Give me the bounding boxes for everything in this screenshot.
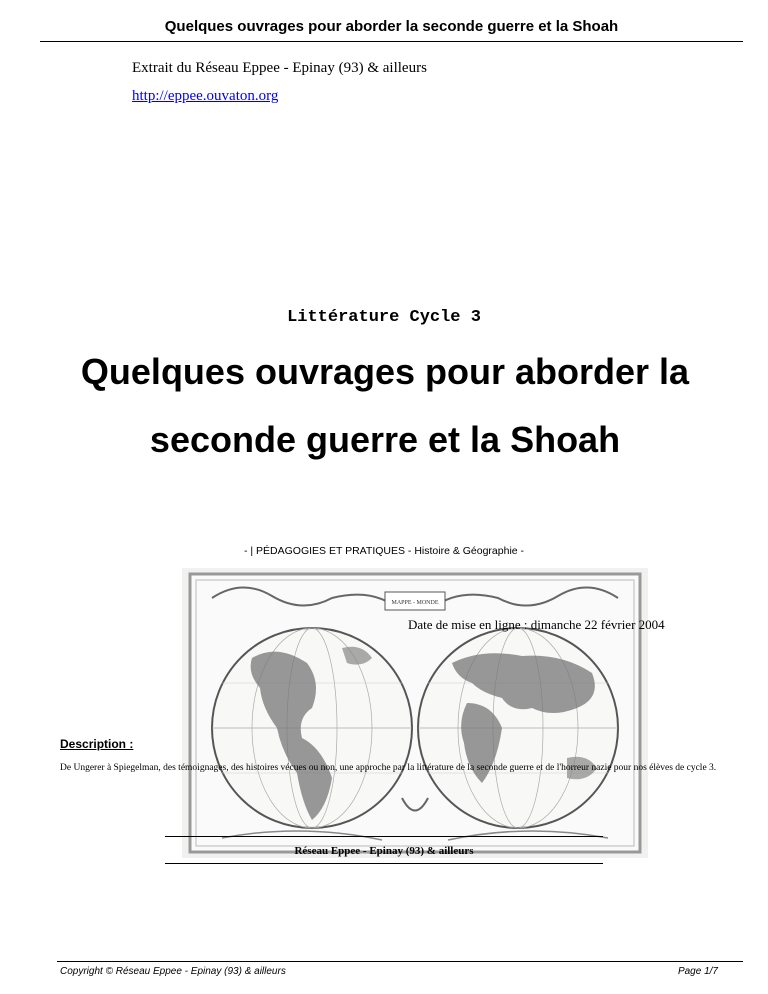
map-cartouche-title: MAPPE - MONDE <box>391 600 439 606</box>
header-divider <box>40 41 743 42</box>
running-header-title: Quelques ouvrages pour aborder la seconde guerre et la Shoah <box>164 18 619 35</box>
signature-bottom-rule <box>165 863 603 864</box>
description-text: De Ungerer à Spiegelman, des témoignages, des histoires vécues ou non, une approche par la littérature de la seconde guerre et de l'horreur nazie pour nos élèves de cycle 3. <box>60 763 717 773</box>
copyright-notice: Copyright © Réseau Eppee - Epinay (93) & ailleurs <box>60 966 286 977</box>
footer-divider <box>57 961 743 962</box>
description-heading: Description : <box>60 737 134 751</box>
breadcrumb: - | PÉDAGOGIES ET PRATIQUES - Histoire & Géographie - <box>243 545 525 557</box>
source-line: Extrait du Réseau Eppee - Epinay (93) & ailleurs <box>132 60 427 76</box>
article-title: Quelques ouvrages pour aborder la seconde guerre et la Shoah <box>80 351 690 460</box>
source-url-link[interactable]: http://eppee.ouvaton.org <box>132 88 279 104</box>
site-signature: Réseau Eppee - Epinay (93) & ailleurs <box>294 845 474 857</box>
world-map-image <box>182 568 648 858</box>
page-number: Page 1/7 <box>677 966 718 977</box>
publish-date: Date de mise en ligne : dimanche 22 février 2004 <box>408 617 665 632</box>
signature-top-rule <box>165 836 603 837</box>
rubric-label: Littérature Cycle 3 <box>287 308 481 327</box>
